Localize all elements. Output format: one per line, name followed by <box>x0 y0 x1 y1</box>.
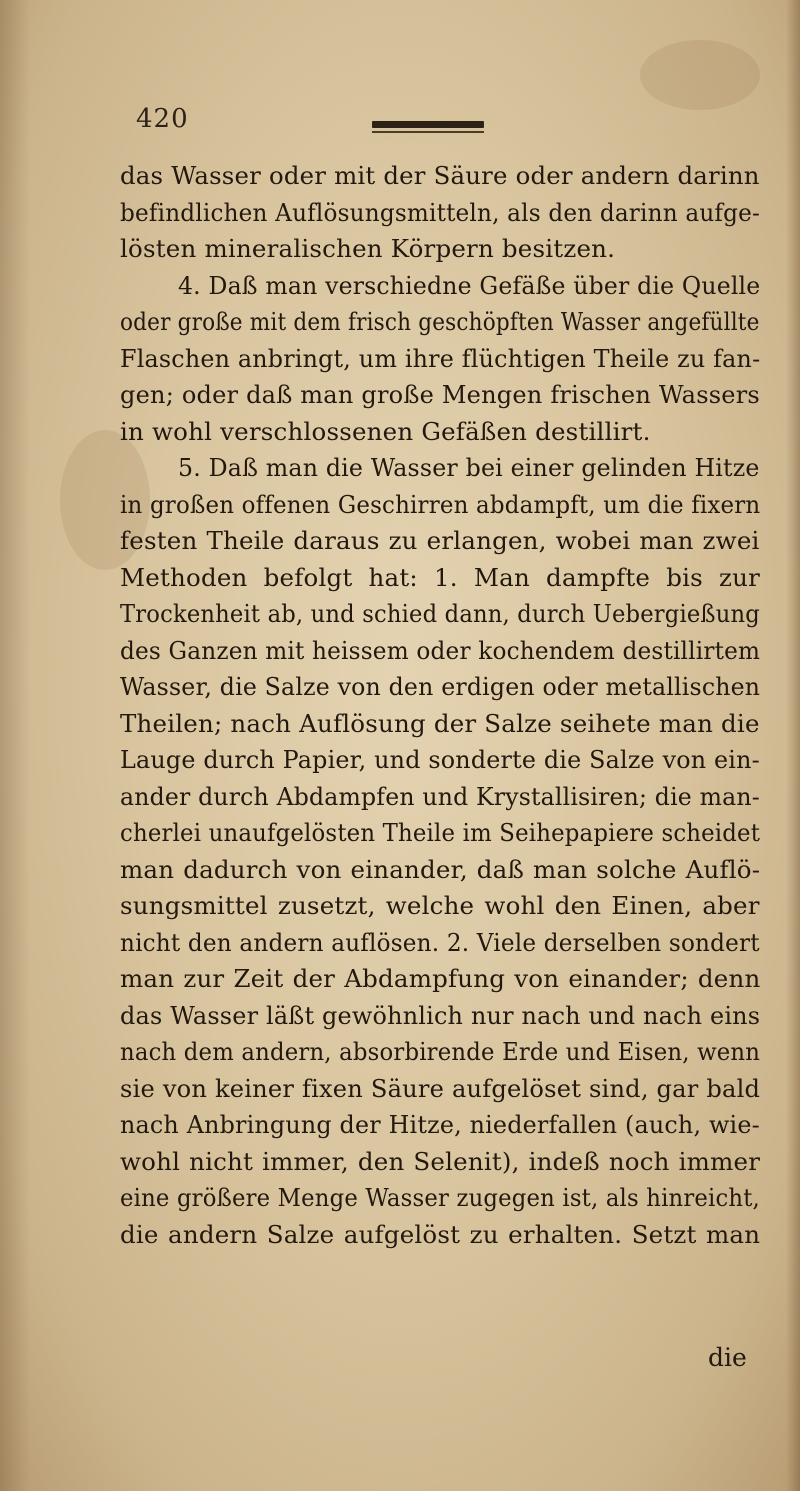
text-line <box>120 706 760 743</box>
header-rule-thin <box>372 131 484 133</box>
text-line-content: nicht den andern auflösen. 2. Viele derselben sondert <box>120 927 760 957</box>
paper-stain <box>640 40 760 110</box>
text-line <box>120 341 760 378</box>
text-line <box>120 231 760 268</box>
text-line <box>120 523 760 560</box>
text-line-content: sungsmittel zusetzt, welche wohl den Einen, aber <box>120 891 760 920</box>
text-line <box>120 1180 760 1217</box>
text-line-content: ander durch Abdampfen und Krystallisiren; die man- <box>120 781 760 811</box>
text-line <box>120 961 760 998</box>
text-line <box>120 779 760 816</box>
page-shadow-left <box>0 0 30 1491</box>
text-line-content: festen Theile daraus zu erlangen, wobei man zwei <box>120 526 760 555</box>
text-line <box>120 560 760 597</box>
text-line <box>120 596 760 633</box>
page-number: 420 <box>136 104 189 134</box>
text-line-content: des Ganzen mit heissem oder kochendem destillirtem <box>120 635 761 665</box>
text-line-content: wohl nicht immer, den Selenit), indeß noch immer <box>120 1146 761 1176</box>
text-line-content: 5. Daß man die Wasser bei einer gelinden Hitze <box>178 453 760 482</box>
text-line-content: man zur Zeit der Abdampfung von einander; denn <box>120 964 761 993</box>
text-line-content: Methoden befolgt hat: 1. Man dampfte bis zur <box>120 562 761 592</box>
text-line <box>120 487 760 524</box>
header-rule <box>372 121 484 128</box>
text-line-content: oder große mit dem frisch geschöpften Wasser angefüllte <box>120 307 760 336</box>
body-text <box>120 158 760 1253</box>
text-line-content: Wasser, die Salze von den erdigen oder metallischen <box>120 672 761 701</box>
text-line-content: nach Anbringung der Hitze, niederfallen (auch, wie- <box>120 1110 760 1139</box>
text-line <box>120 195 760 232</box>
text-line-content: Theilen; nach Auflösung der Salze seihete man die <box>120 708 760 738</box>
text-line <box>120 414 760 451</box>
text-line-content: Lauge durch Papier, und sonderte die Salze von ein- <box>120 745 760 774</box>
text-line-content: Trockenheit ab, und schied dann, durch Uebergießung <box>120 599 760 628</box>
text-line <box>120 888 760 925</box>
text-line-content: das Wasser läßt gewöhnlich nur nach und nach eins <box>120 1000 761 1030</box>
page-shadow-right <box>786 0 800 1491</box>
catchword: die <box>708 1343 747 1372</box>
text-line-content: cherlei unaufgelösten Theile im Seihepapiere scheidet <box>120 818 761 847</box>
text-line <box>120 998 760 1035</box>
text-line <box>120 815 760 852</box>
text-line <box>120 1034 760 1071</box>
text-line-content: gen; oder daß man große Mengen frischen Wassers <box>120 380 760 409</box>
text-line <box>120 450 760 487</box>
text-line <box>120 633 760 670</box>
text-line <box>120 158 760 195</box>
text-line-content: sie von keiner fixen Säure aufgelöset sind, gar bald <box>120 1073 761 1103</box>
text-line-content: in großen offenen Geschirren abdampft, um die fixern <box>120 489 761 519</box>
text-line <box>120 268 760 305</box>
text-line <box>120 377 760 414</box>
text-line-content: in wohl verschlossenen Gefäßen destillirt. <box>120 416 651 446</box>
text-line-content: 4. Daß man verschiedne Gefäße über die Quelle <box>178 270 761 300</box>
text-line-content: die andern Salze aufgelöst zu erhalten. Setzt man <box>120 1219 761 1249</box>
text-line-content: lösten mineralischen Körpern besitzen. <box>120 234 616 263</box>
text-line <box>120 852 760 889</box>
text-line-content: das Wasser oder mit der Säure oder andern darinn <box>120 161 760 190</box>
text-line <box>120 925 760 962</box>
text-line <box>120 669 760 706</box>
text-line <box>120 742 760 779</box>
text-line <box>120 1071 760 1108</box>
text-line <box>120 1107 760 1144</box>
text-line <box>120 1144 760 1181</box>
text-line <box>120 304 760 341</box>
text-line-content: nach dem andern, absorbirende Erde und Eisen, wenn <box>120 1037 761 1066</box>
text-line-content: Flaschen anbringt, um ihre flüchtigen Theile zu fan- <box>120 343 761 373</box>
text-line-content: eine größere Menge Wasser zugegen ist, als hinreicht, <box>120 1183 760 1212</box>
text-line-content: man dadurch von einander, daß man solche Auflö- <box>120 854 761 884</box>
text-line-content: befindlichen Auflösungsmitteln, als den darinn aufge- <box>120 197 761 227</box>
text-line <box>120 1217 760 1254</box>
